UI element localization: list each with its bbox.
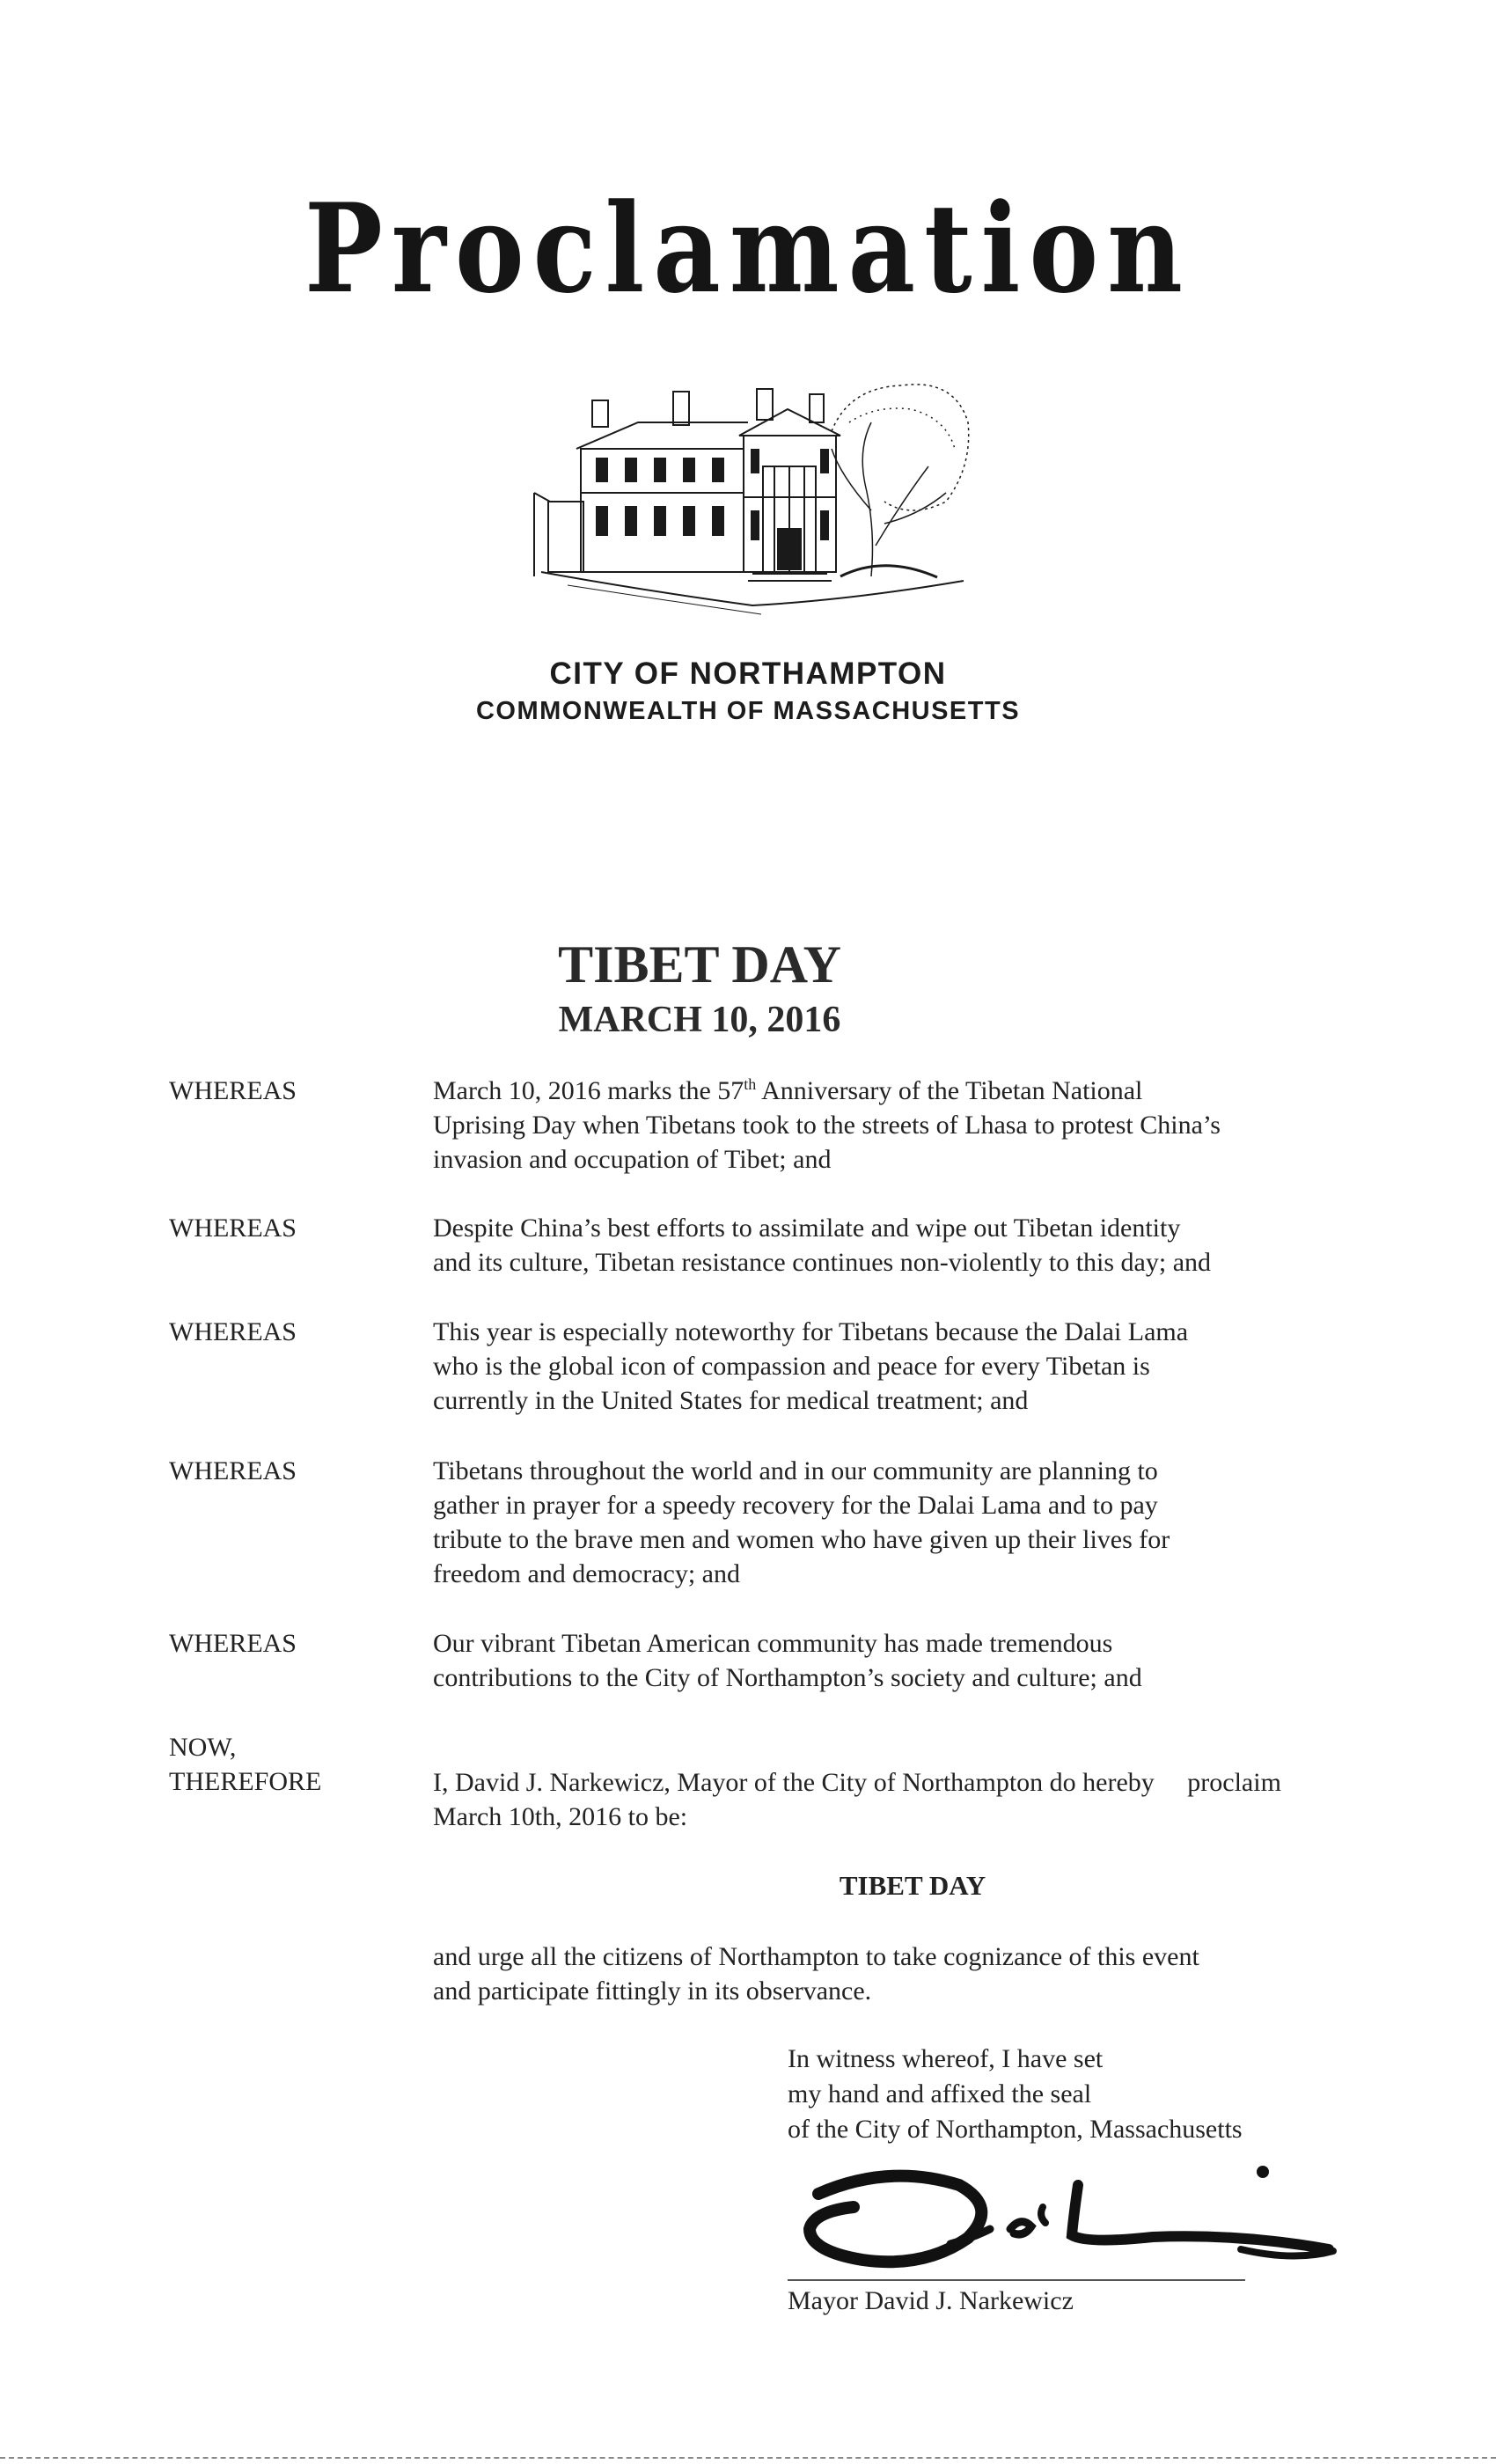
clause-line: currently in the United States for medical treatment; and <box>433 1386 1029 1415</box>
clause-line: invasion and occupation of Tibet; and <box>433 1145 832 1174</box>
witness-block <box>788 2042 1404 2147</box>
clause-line: Uprising Day when Tibetans took to the streets of Lhasa to protest China’s <box>433 1111 1221 1140</box>
closing-line: and urge all the citizens of Northampton to take cognizance of this event <box>433 1942 1199 1971</box>
witness-line: In witness whereof, I have set <box>788 2044 1104 2073</box>
therefore-text <box>433 1765 1383 1834</box>
clause-line: contributions to the City of Northampton’s society and culture; and <box>433 1663 1142 1692</box>
signature-line <box>788 2279 1245 2281</box>
city-hall-illustration <box>532 370 972 616</box>
whereas-label-1: WHEREAS <box>169 1076 297 1105</box>
whereas-label-3: WHEREAS <box>169 1317 297 1346</box>
whereas-label-5: WHEREAS <box>169 1629 297 1658</box>
clause-line: freedom and democracy; and <box>433 1559 740 1588</box>
whereas-text-2 <box>433 1211 1383 1280</box>
proclamation-title: Proclamation <box>304 176 1192 321</box>
mayor-name: Mayor David J. Narkewicz <box>788 2286 1074 2315</box>
ordinal-suffix: th <box>744 1075 757 1093</box>
therefore-line: I, David J. Narkewicz, Mayor of the City of Northampton do hereby proclaim <box>433 1768 1281 1797</box>
clause-line: March 10, 2016 marks the 57th Anniversary of the Tibetan National <box>433 1075 1143 1105</box>
commonwealth-name: COMMONWEALTH OF MASSACHUSETTS <box>475 697 1021 725</box>
proclaimed-day: TIBET DAY <box>839 1870 986 1901</box>
whereas-text-4 <box>433 1454 1383 1591</box>
event-date: MARCH 10, 2016 <box>558 1000 841 1040</box>
label-line: NOW, <box>169 1733 237 1762</box>
witness-line: my hand and affixed the seal <box>788 2079 1092 2108</box>
whereas-text-1 <box>433 1074 1383 1177</box>
therefore-line: March 10th, 2016 to be: <box>433 1802 688 1831</box>
whereas-label-2: WHEREAS <box>169 1214 297 1243</box>
closing-text <box>433 1940 1383 2008</box>
scan-edge-divider <box>0 2457 1496 2459</box>
mayor-signature <box>783 2145 1364 2277</box>
clause-line: gather in prayer for a speedy recovery for the Dalai Lama and to pay <box>433 1491 1158 1520</box>
witness-line: of the City of Northampton, Massachusetts <box>788 2115 1243 2144</box>
clause-line: Our vibrant Tibetan American community has made tremendous <box>433 1629 1113 1658</box>
label-line: THEREFORE <box>169 1767 322 1796</box>
whereas-label-4: WHEREAS <box>169 1456 297 1485</box>
clause-line: tribute to the brave men and women who have given up their lives for <box>433 1525 1170 1554</box>
whereas-text-3 <box>433 1315 1383 1418</box>
whereas-text-5 <box>433 1626 1383 1695</box>
clause-line: Despite China’s best efforts to assimilate and wipe out Tibetan identity <box>433 1214 1181 1243</box>
clause-line: Tibetans throughout the world and in our community are planning to <box>433 1456 1158 1485</box>
event-title: TIBET DAY <box>558 935 841 994</box>
clause-line: and its culture, Tibetan resistance continues non-violently to this day; and <box>433 1248 1212 1277</box>
closing-line: and participate fittingly in its observance. <box>433 1976 872 2006</box>
clause-line: who is the global icon of compassion and peace for every Tibetan is <box>433 1352 1150 1381</box>
city-name: CITY OF NORTHAMPTON <box>549 656 947 691</box>
now-therefore-label <box>169 1730 398 1799</box>
clause-line: This year is especially noteworthy for Tibetans because the Dalai Lama <box>433 1317 1189 1346</box>
